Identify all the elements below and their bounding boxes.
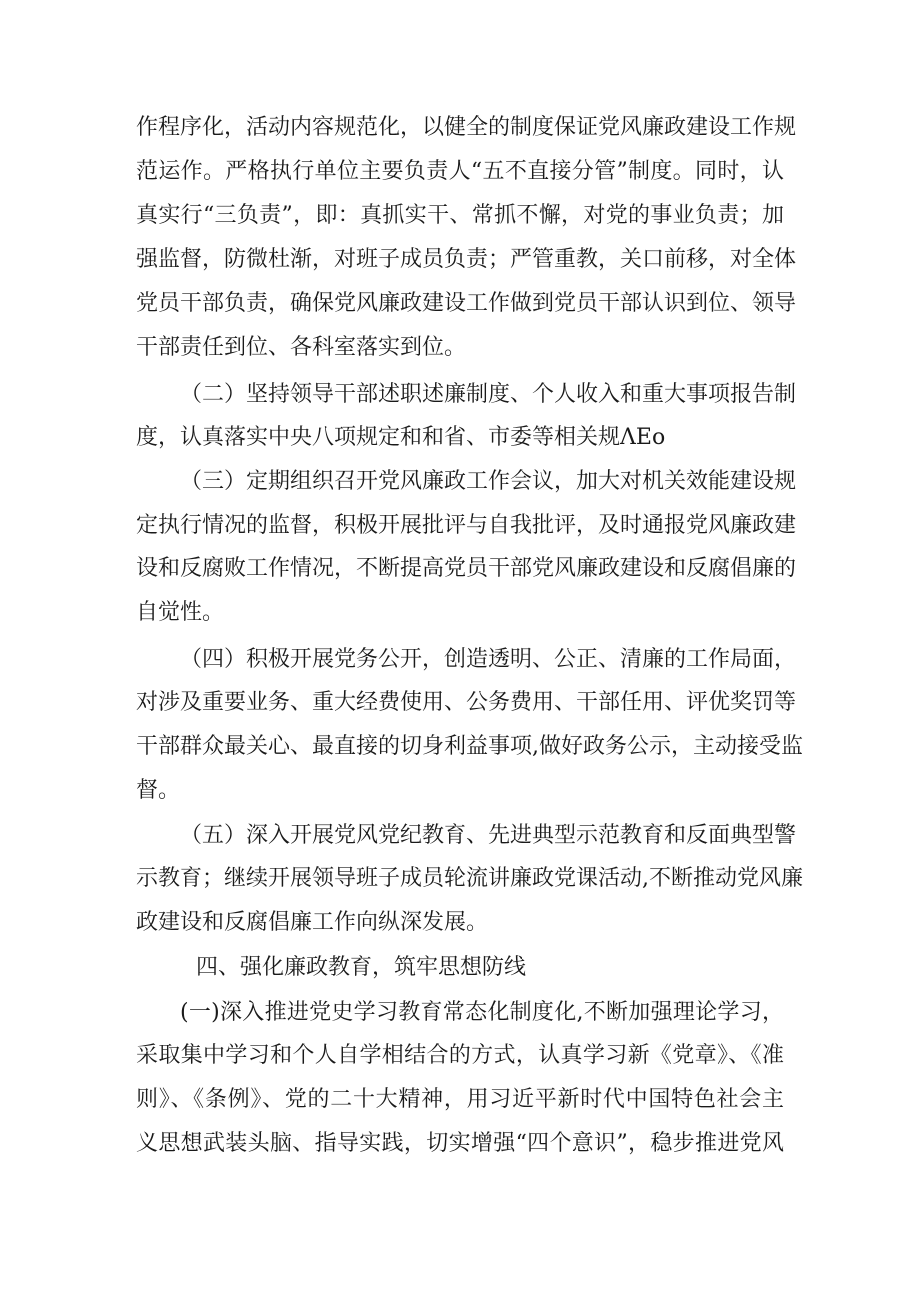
paragraph-line: 示教育；继续开展领导班子成员轮流讲廉政党课活动,不断推动党风廉 bbox=[136, 866, 803, 891]
paragraph-line: 干部责任到位、各科室落实到位。 bbox=[136, 335, 467, 360]
paragraph-line: 范运作。严格执行单位主要负责人“五不直接分管”制度。同时，认 bbox=[136, 159, 784, 184]
paragraph-line: 真实行“三负责”，即：真抓实干、常抓不懈，对党的事业负责；加 bbox=[136, 203, 784, 228]
paragraph-line: 党员干部负责，确保党风廉政建设工作做到党员干部认识到位、领导 bbox=[136, 291, 797, 316]
paragraph-line: 度，认真落实中央八项规定和和省、市委等相关规ΛEo bbox=[136, 425, 666, 450]
paragraph-line: 政建设和反腐倡廉工作向纵深发展。 bbox=[136, 910, 489, 935]
paragraph-line: 作程序化，活动内容规范化，以健全的制度保证党风廉政建设工作规 bbox=[136, 115, 797, 140]
paragraph-line: 则》、《条例》、党的二十大精神，用习近平新时代中国特色社会主 bbox=[136, 1087, 784, 1112]
paragraph-line: 督。 bbox=[136, 778, 181, 803]
paragraph-line: 定执行情况的监督，积极开展批评与自我批评，及时通报党风廉政建 bbox=[136, 513, 797, 538]
paragraph-line: 强监督，防微杜渐，对班子成员负责；严管重教，关口前移，对全体 bbox=[136, 247, 797, 272]
paragraph-line: 干部群众最关心、最直接的切身利益事项,做好政务公示，主动接受监 bbox=[136, 734, 803, 759]
paragraph-line: （四）积极开展党务公开，创造透明、公正、清廉的工作局面， bbox=[180, 647, 797, 672]
paragraph-line: 对涉及重要业务、重大经费使用、公务费用、干部任用、评优奖罚等 bbox=[136, 690, 797, 715]
paragraph-line: 采取集中学习和个人自学相结合的方式，认真学习新《党章》、《准 bbox=[136, 1043, 784, 1068]
paragraph-line: 义思想武装头脑、指导实践，切实增强“四个意识”，稳步推进党风 bbox=[136, 1131, 784, 1156]
paragraph-line: 自觉性。 bbox=[136, 600, 225, 625]
paragraph-line: (一)深入推进党史学习教育常态化制度化,不断加强理论学习， bbox=[180, 1000, 784, 1025]
section-heading: 四、强化廉政教育，筑牢思想防线 bbox=[196, 955, 527, 980]
paragraph-line: （二）坚持领导干部述职述廉制度、个人收入和重大事项报告制 bbox=[180, 382, 797, 407]
paragraph-line: 设和反腐败工作情况，不断提高党员干部党风廉政建设和反腐倡廉的 bbox=[136, 556, 797, 581]
paragraph-line: （三）定期组织召开党风廉政工作会议，加大对机关效能建设规 bbox=[180, 469, 797, 494]
paragraph-line: （五）深入开展党风党纪教育、先进典型示范教育和反面典型警 bbox=[180, 823, 797, 848]
